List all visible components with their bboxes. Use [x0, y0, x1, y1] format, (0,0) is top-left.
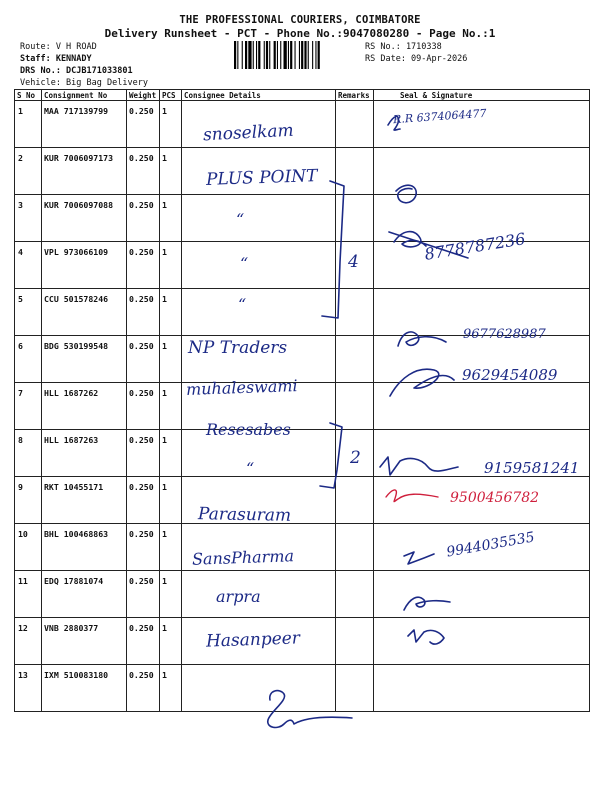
cell-consignee — [182, 242, 336, 289]
handwritten-consignee: Hasanpeer — [205, 628, 301, 652]
barcode-bar — [256, 41, 257, 69]
barcode-bar — [288, 41, 289, 69]
table-row — [15, 571, 590, 618]
cell-sno: 7 — [15, 383, 42, 430]
barcode-bar — [304, 41, 306, 69]
signature-note: 9159581241 — [484, 459, 580, 477]
cell-remarks — [336, 148, 374, 195]
cell-pcs: 1 — [160, 383, 182, 430]
col-signature: Seal & Signature — [374, 90, 590, 101]
handwritten-consignee: “ — [236, 210, 245, 229]
cell-consignment: KUR 7006097173 — [42, 148, 127, 195]
cell-remarks — [336, 101, 374, 148]
barcode-bar — [280, 41, 281, 69]
signature-note: 9677628987 — [463, 327, 546, 342]
cell-weight: 0.250 — [127, 383, 160, 430]
barcode-bar — [274, 41, 276, 69]
handwritten-consignee: “ — [238, 295, 247, 314]
cell-sno: 11 — [15, 571, 42, 618]
cell-consignment: VNB 2880377 — [42, 618, 127, 665]
col-weight: Weight — [127, 90, 160, 101]
cell-pcs: 1 — [160, 618, 182, 665]
handwritten-count: 2 — [350, 448, 361, 468]
cell-signature — [374, 195, 590, 242]
signature-note: R.R 6374064477 — [392, 106, 487, 127]
handwritten-consignee: arpra — [216, 587, 261, 606]
cell-consignment: RKT 10455171 — [42, 477, 127, 524]
barcode-bar — [299, 41, 300, 69]
cell-sno: 9 — [15, 477, 42, 524]
handwritten-count: 4 — [348, 252, 359, 272]
barcode-bar — [301, 41, 303, 69]
handwritten-consignee: “ — [246, 459, 255, 478]
cell-consignee — [182, 195, 336, 242]
cell-consignment: HLL 1687263 — [42, 430, 127, 477]
cell-remarks — [336, 618, 374, 665]
barcode-bar — [234, 41, 236, 69]
barcode-bar — [284, 41, 287, 69]
runsheet-meta-left — [20, 41, 148, 89]
cell-sno: 5 — [15, 289, 42, 336]
rs-date: RS Date: 09-Apr-2026 — [365, 54, 468, 64]
handwritten-consignee: Resesabes — [206, 420, 291, 439]
table-header-row — [15, 90, 590, 101]
handwritten-consignee: muhaleswami — [185, 376, 298, 399]
cell-pcs: 1 — [160, 524, 182, 571]
barcode-bar — [312, 41, 313, 69]
cell-weight: 0.250 — [127, 242, 160, 289]
barcode-bar — [277, 41, 278, 69]
cell-weight: 0.250 — [127, 148, 160, 195]
table-row — [15, 383, 590, 430]
vehicle: Vehicle: Big Bag Delivery — [20, 78, 148, 88]
barcode-bar — [290, 41, 292, 69]
barcode-bar — [245, 41, 247, 69]
barcode-bar — [266, 41, 268, 69]
handwritten-consignee: snoselkam — [202, 120, 295, 146]
table-row — [15, 618, 590, 665]
barcode-bar — [258, 41, 260, 69]
cell-pcs: 1 — [160, 336, 182, 383]
signature-note: 9500456782 — [450, 490, 540, 506]
col-consignee: Consignee Details — [182, 90, 336, 101]
handwritten-consignee: “ — [240, 254, 249, 273]
cell-sno: 12 — [15, 618, 42, 665]
cell-sno: 4 — [15, 242, 42, 289]
handwritten-consignee: SansPharma — [191, 546, 295, 569]
signature-note: 8778787236 — [423, 229, 527, 264]
table-row — [15, 665, 590, 712]
drs-number: DRS No.: DCJB171033801 — [20, 66, 133, 76]
cell-sno: 3 — [15, 195, 42, 242]
cell-sno: 13 — [15, 665, 42, 712]
cell-sno: 2 — [15, 148, 42, 195]
staff: Staff: KENNADY — [20, 54, 92, 64]
cell-consignment: HLL 1687262 — [42, 383, 127, 430]
company-title: THE PROFESSIONAL COURIERS, COIMBATORE — [179, 14, 421, 26]
col-sno: S No — [15, 90, 42, 101]
barcode-bar — [295, 41, 296, 69]
cell-consignment: IXM 510083180 — [42, 665, 127, 712]
barcode-bar — [253, 41, 254, 69]
cell-consignment: EDQ 17881074 — [42, 571, 127, 618]
cell-signature — [374, 383, 590, 430]
barcode-image — [234, 41, 358, 69]
barcode-bar — [248, 41, 251, 69]
handwritten-consignee: PLUS POINT — [205, 166, 318, 190]
cell-pcs: 1 — [160, 195, 182, 242]
handwritten-consignee: Parasuram — [197, 504, 292, 526]
barcode-bar — [308, 41, 309, 69]
barcode-bar — [264, 41, 265, 69]
rs-number: RS No.: 1710338 — [365, 42, 442, 52]
cell-remarks — [336, 524, 374, 571]
signature-note: 9629454089 — [462, 366, 558, 384]
cell-weight: 0.250 — [127, 289, 160, 336]
runsheet-subtitle: Delivery Runsheet - PCT - Phone No.:9047080280 - Page No.:1 — [104, 27, 496, 40]
cell-weight: 0.250 — [127, 571, 160, 618]
cell-signature — [374, 148, 590, 195]
barcode-bar — [242, 41, 243, 69]
table-row — [15, 101, 590, 148]
cell-pcs: 1 — [160, 242, 182, 289]
cell-consignment: CCU 501578246 — [42, 289, 127, 336]
cell-weight: 0.250 — [127, 665, 160, 712]
cell-consignment: KUR 7006097088 — [42, 195, 127, 242]
cell-weight: 0.250 — [127, 477, 160, 524]
cell-signature — [374, 665, 590, 712]
cell-sno: 1 — [15, 101, 42, 148]
cell-weight: 0.250 — [127, 430, 160, 477]
barcode-bar — [318, 41, 320, 69]
cell-pcs: 1 — [160, 148, 182, 195]
cell-pcs: 1 — [160, 477, 182, 524]
cell-sno: 8 — [15, 430, 42, 477]
cell-pcs: 1 — [160, 101, 182, 148]
cell-remarks — [336, 477, 374, 524]
cell-consignment: VPL 973066109 — [42, 242, 127, 289]
cell-pcs: 1 — [160, 665, 182, 712]
col-remarks: Remarks — [336, 90, 374, 101]
cell-pcs: 1 — [160, 289, 182, 336]
cell-remarks — [336, 289, 374, 336]
cell-weight: 0.250 — [127, 101, 160, 148]
cell-remarks — [336, 571, 374, 618]
cell-remarks — [336, 383, 374, 430]
col-consignment: Consignment No — [42, 90, 127, 101]
cell-consignee — [182, 289, 336, 336]
cell-weight: 0.250 — [127, 618, 160, 665]
cell-consignee — [182, 665, 336, 712]
barcode-bar — [237, 41, 238, 69]
runsheet-meta-right — [365, 41, 467, 65]
barcode-bar — [315, 41, 316, 69]
cell-remarks — [336, 665, 374, 712]
route: Route: V H ROAD — [20, 42, 97, 52]
cell-weight: 0.250 — [127, 195, 160, 242]
cell-consignment: MAA 717139799 — [42, 101, 127, 148]
col-pcs: PCS — [160, 90, 182, 101]
cell-remarks — [336, 336, 374, 383]
cell-remarks — [336, 195, 374, 242]
cell-weight: 0.250 — [127, 336, 160, 383]
signature-note: 9944035535 — [445, 529, 536, 561]
cell-signature — [374, 571, 590, 618]
cell-sno: 10 — [15, 524, 42, 571]
cell-consignment: BHL 100468863 — [42, 524, 127, 571]
barcode-bar — [269, 41, 270, 69]
cell-pcs: 1 — [160, 430, 182, 477]
cell-sno: 6 — [15, 336, 42, 383]
cell-consignment: BDG 530199548 — [42, 336, 127, 383]
cell-signature — [374, 618, 590, 665]
cell-weight: 0.250 — [127, 524, 160, 571]
cell-pcs: 1 — [160, 571, 182, 618]
handwritten-consignee: NP Traders — [188, 338, 288, 358]
